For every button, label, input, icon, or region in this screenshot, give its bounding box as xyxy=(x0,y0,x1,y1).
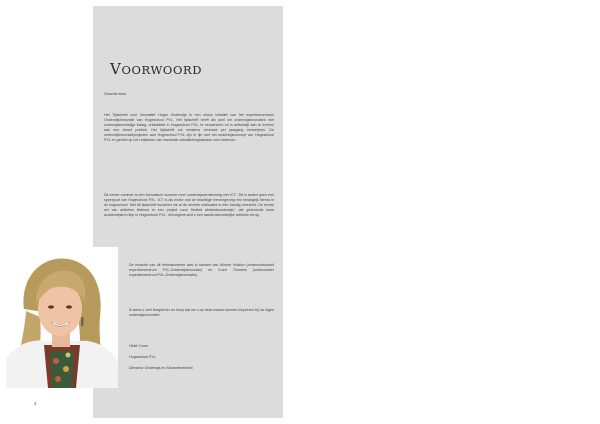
salutation: Geachte lezer xyxy=(104,92,127,96)
paragraph-closing: Ik wens u veel leesplezier en hoop dat we u op deze manier kunnen inspireren bij uw eigen onderwijsinnovatie! xyxy=(129,308,274,318)
author-portrait-illustration xyxy=(6,247,118,388)
signature-organization: Hogeschool PXL xyxy=(129,355,156,359)
page-title-rest: OORWOORD xyxy=(121,63,203,77)
signature-name: Heidi Croes xyxy=(129,344,148,348)
page-number: 4 xyxy=(34,401,37,406)
signature-role: Directeur Onderwijs en Studentenbeleid xyxy=(129,366,193,370)
paragraph-editors: De redactie van dit themanummer was in handen van Wouter Hustinx (onderzoeksdoelt expertisecentrum PXL-Onderwijsinnovatie) en Koen Timmers (onderzoeker expertisecentrum PXL-Onderwijsinnovatie). xyxy=(129,263,274,278)
paragraph-intro: Het Tijdschrift voor Innovatief Hoger Onderwijs is een nieuw initiatief van het expertisecentrum Onderwijsinnovatie van Hogeschool PXL. Het tijdschrift heeft als doel om onderwijsinnovaties met onderwijskennistige inslag, ontwikkeld in Hogeschool PXL, te verzamelen en in artikelstijl aan te leveren aan een breed publiek. Het tijdschrift zal minstens eenmaal per jaargang verschijnen. De onderwijsinnovatieprojecten aan Hogeschool PXL zijn in lijn met het onderwijsconcept van Hogeschool PXL en gericht op het realiseren van maximale ontwikkelingskansen voor iedereen. xyxy=(104,113,274,143)
page-title xyxy=(110,60,202,78)
paragraph-theme: Dit eerste nummer is een thematisch nummer rond ‘onderwijsvernieuwing met ICT’. Dit is sedert jaren een speerpunt van Hogeschool PXL. ICT is als motor van de krachtige leeromgeving een belangrijk thema in de hogeschool. Met dit tijdschrift bundelen we al de recente realisaties in één handig overzicht. De eerste set van artikelen leidenm in een project rond ‘flexibel afstandsonderwijs’, dat gedurende twee academiejaren liep in Hogeschool PXL. Vervolgens sluit u een aantal afzonderlijke artikelen terug. xyxy=(104,193,274,218)
author-photo xyxy=(6,247,118,388)
page-title-initial: V xyxy=(110,60,122,78)
